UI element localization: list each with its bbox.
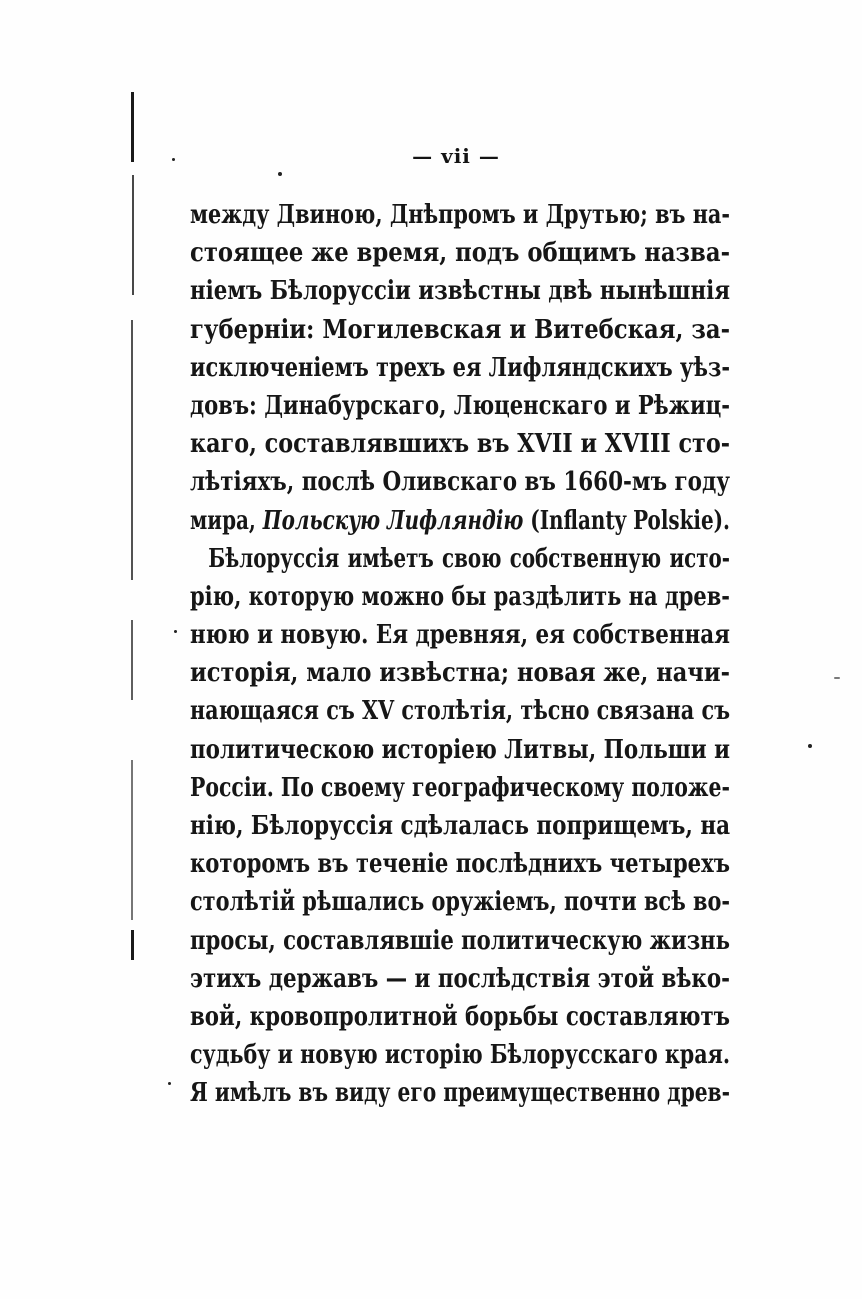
text-line: рію, которую можно бы раздѣлить на древ- bbox=[190, 581, 730, 612]
text-line: просы, составлявшіе политическую жизнь bbox=[190, 925, 730, 956]
scan-speck bbox=[174, 630, 177, 633]
scan-speck bbox=[168, 1082, 171, 1085]
text-line: нающаяся съ XV столѣтія, тѣсно связана съ bbox=[190, 696, 730, 727]
text-line: исключеніемъ трехъ ея Лифляндскихъ уѣз- bbox=[190, 352, 730, 383]
scan-margin-line bbox=[131, 620, 133, 700]
scan-speck bbox=[808, 744, 812, 748]
scan-margin-line bbox=[131, 930, 134, 960]
scan-speck bbox=[278, 172, 282, 176]
scan-margin-line bbox=[132, 175, 134, 295]
text-line: исторія, мало извѣстна; новая же, начи- bbox=[190, 658, 730, 689]
text-line: вой, кровопролитной борьбы составляютъ bbox=[190, 1001, 730, 1032]
text-line: стоящее же время, подъ общимъ назва- bbox=[190, 238, 730, 269]
text-line: нію, Бѣлоруссія сдѣлалась поприщемъ, на bbox=[190, 811, 730, 841]
text-line: Россіи. По своему географическому положе- bbox=[190, 772, 730, 803]
text-line: лѣтіяхъ, послѣ Оливскаго въ 1660-мъ году bbox=[190, 467, 730, 498]
text-line: ніемъ Бѣлоруссіи извѣстны двѣ нынѣшнія bbox=[190, 276, 730, 307]
text-line: Я имѣлъ въ виду его преимущественно древ- bbox=[190, 1078, 730, 1109]
text-line: каго, составлявшихъ въ XVII и XVIII сто- bbox=[190, 429, 730, 460]
text-line: этихъ державъ — и послѣдствія этой вѣко- bbox=[190, 963, 730, 994]
text-line: судьбу и новую исторію Бѣлорусскаго края. bbox=[190, 1040, 730, 1071]
text-line: политическою исторіею Литвы, Польши и bbox=[190, 734, 730, 765]
scan-margin-line bbox=[131, 760, 133, 920]
text-line: губерніи: Могилевская и Витебская, за- bbox=[190, 314, 730, 345]
text-run: (Inflanty Polskie). bbox=[523, 505, 730, 536]
paragraph-first-line: Бѣлоруссія имѣетъ свою собственную исто- bbox=[208, 543, 730, 574]
body-text bbox=[190, 196, 730, 1113]
text-line: которомъ въ теченіе послѣднихъ четырехъ bbox=[190, 849, 730, 880]
text-line: нюю и новую. Ея древняя, ея собственная bbox=[190, 620, 730, 651]
scan-margin-line bbox=[131, 320, 133, 580]
text-run: мира, bbox=[190, 505, 263, 536]
text-line: довъ: Динабурскаго, Люценскаго и Рѣжиц- bbox=[190, 390, 730, 421]
scan-speck bbox=[834, 677, 840, 679]
page-folio: — vii — bbox=[412, 144, 500, 168]
text-line-mixed bbox=[190, 502, 730, 540]
text-line: между Двиною, Днѣпромъ и Друтью; въ на- bbox=[190, 200, 730, 230]
text-line: столѣтій рѣшались оружіемъ, почти всѣ во- bbox=[190, 887, 730, 918]
italic-term: Польскую Лифляндію bbox=[262, 505, 524, 536]
